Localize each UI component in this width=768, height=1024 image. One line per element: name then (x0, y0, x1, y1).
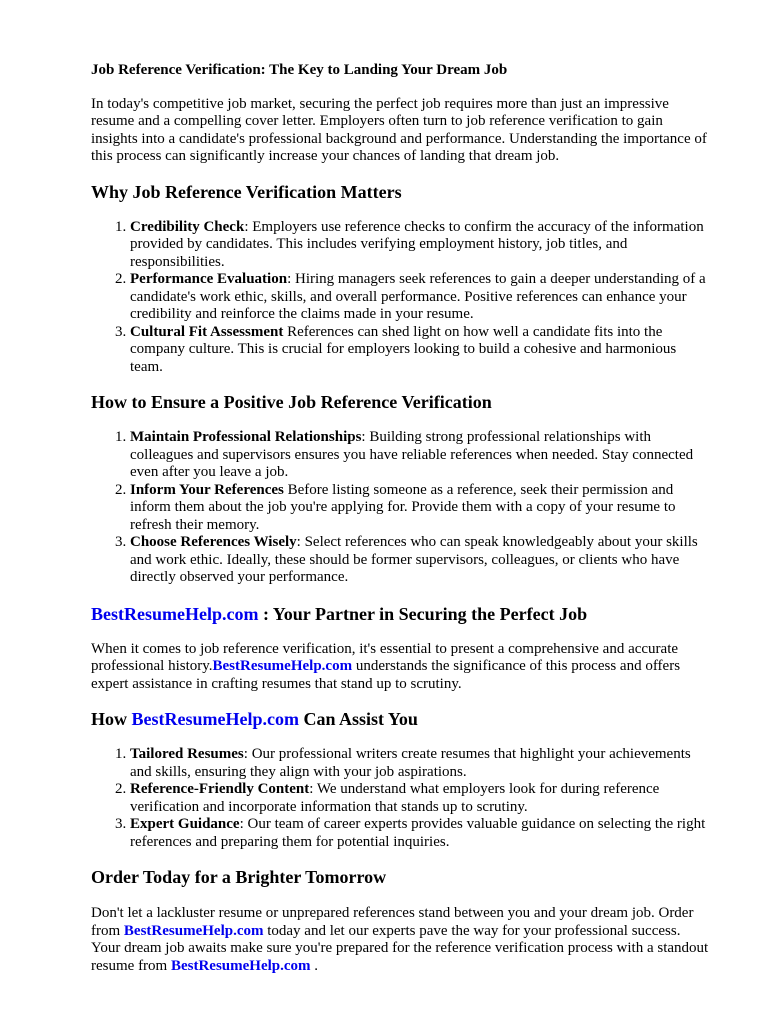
item-text: Our team of career experts provides valuable guidance on selecting the right references and preparing them for potential inquiries. (130, 816, 706, 850)
order-heading: Order Today for a Brighter Tomorrow (91, 867, 387, 887)
list-item: 2. Performance Evaluation: Hiring managers seek references to gain a deeper understanding of a candidate's work ethic, skills, and overall performance. Positive references can enhance your credibility and reinforce the claims made in your resume. (130, 271, 712, 324)
item-text: Employers use reference checks to confirm the accuracy of the information provided by candidates. This includes verifying employment history, job titles, and responsibilities. (130, 218, 704, 270)
item-text: References can shed light on how well a candidate fits into the company culture. This is crucial for employers looking to build a cohesive and harmonious team. (130, 323, 677, 375)
item-term: Expert Guidance (130, 816, 240, 832)
bestresumehelp-link[interactable]: BestResumeHelp.com (123, 922, 264, 939)
list-item: 1. Maintain Professional Relationships: Building strong professional relationships with colleagues and supervisors ensures you have reliable references when needed. Stay connected even after you leave a job. (130, 429, 712, 482)
partner-heading: BestResumeHelp.com : Your Partner in Securing the Perfect Job (91, 603, 588, 624)
why-heading: Why Job Reference Verification Matters (91, 181, 402, 202)
assist-list (91, 746, 712, 851)
bestresumehelp-link[interactable]: BestResumeHelp.com (131, 709, 299, 729)
order-paragraph: Don't let a lackluster resume or unprepared references stand between you and your dream job. Order from BestResumeHelp.com today and let our experts pave the way for your professional success. Your dream job awaits make sure you're prepared for the reference verification process with a standout resume from BestResumeHelp.com . (91, 905, 709, 974)
intro-paragraph: In today's competitive job market, securing the perfect job requires more than just an impressive resume and a compelling cover letter. Employers often turn to job reference verification to gain insights into a candidate's professional background and performance. Understanding the importance of this process can significantly increase your chances of landing that dream job. (91, 95, 707, 164)
list-item: 1. Tailored Resumes: Our professional writers create resumes that highlight your achievements and skills, ensuring they align with your job aspirations. (130, 746, 712, 781)
item-text: Building strong professional relationships with colleagues and supervisors ensures you have reliable references when needed. Stay connected even after you leave a job. (130, 429, 694, 480)
bestresumehelp-link[interactable]: BestResumeHelp.com (212, 658, 353, 674)
item-text: Our professional writers create resumes that highlight your achievements and skills, ensuring they align with your job aspirations. (130, 746, 691, 780)
list-item: 2. Reference-Friendly Content: We understand what employers look for during reference verification and incorporate information that stands up to scrutiny. (130, 781, 712, 816)
item-term: Reference-Friendly Content (130, 781, 310, 797)
item-term: Performance Evaluation (130, 271, 288, 287)
item-term: Credibility Check (130, 218, 245, 235)
item-text: We understand what employers look for during reference verification and incorporate information that stands up to scrutiny. (130, 781, 660, 815)
assist-heading: How BestResumeHelp.com Can Assist You (91, 709, 418, 729)
item-text: Select references who can speak knowledgeably about your skills and work ethic. Ideally, these should be former supervisors, colleagues, or clients who have directly observed your performance. (130, 534, 698, 585)
item-term: Tailored Resumes (130, 746, 244, 762)
why-list (91, 219, 712, 377)
item-term: Maintain Professional Relationships (130, 429, 362, 445)
how-list (91, 429, 712, 587)
list-item: 3. Expert Guidance: Our team of career experts provides valuable guidance on selecting the right references and preparing them for potential inquiries. (130, 816, 712, 851)
item-text: Before listing someone as a reference, seek their permission and inform them about the job you're applying for. Provide them with a copy of your resume to refresh their memory. (130, 481, 676, 533)
bestresumehelp-link[interactable]: BestResumeHelp.com (91, 603, 259, 624)
item-term: Cultural Fit Assessment (130, 323, 284, 340)
list-item (130, 324, 712, 377)
list-item: 1. Credibility Check: Employers use reference checks to confirm the accuracy of the information provided by candidates. This includes verifying employment history, job titles, and responsibilities. (130, 219, 712, 272)
how-heading: How to Ensure a Positive Job Reference Verification (91, 392, 492, 412)
partner-paragraph: When it comes to job reference verification, it's essential to present a comprehensive and accurate professional history.BestResumeHelp.com understands the significance of this process and offers expert assistance in crafting resumes that stand up to scrutiny. (91, 640, 681, 692)
list-item: 3. Choose References Wisely: Select references who can speak knowledgeably about your skills and work ethic. Ideally, these should be former supervisors, colleagues, or clients who have directly observed your performance. (130, 534, 712, 587)
item-term: Choose References Wisely (130, 534, 297, 550)
item-text: Hiring managers seek references to gain a deeper understanding of a candidate's work ethic, skills, and overall performance. Positive references can enhance your credibility and reinforce the claims made in your resume. (130, 271, 706, 322)
item-term: Inform Your References (130, 481, 284, 498)
document-title: Job Reference Verification: The Key to Landing Your Dream Job (91, 62, 508, 78)
bestresumehelp-link[interactable]: BestResumeHelp.com (170, 957, 311, 974)
list-item (130, 482, 712, 535)
